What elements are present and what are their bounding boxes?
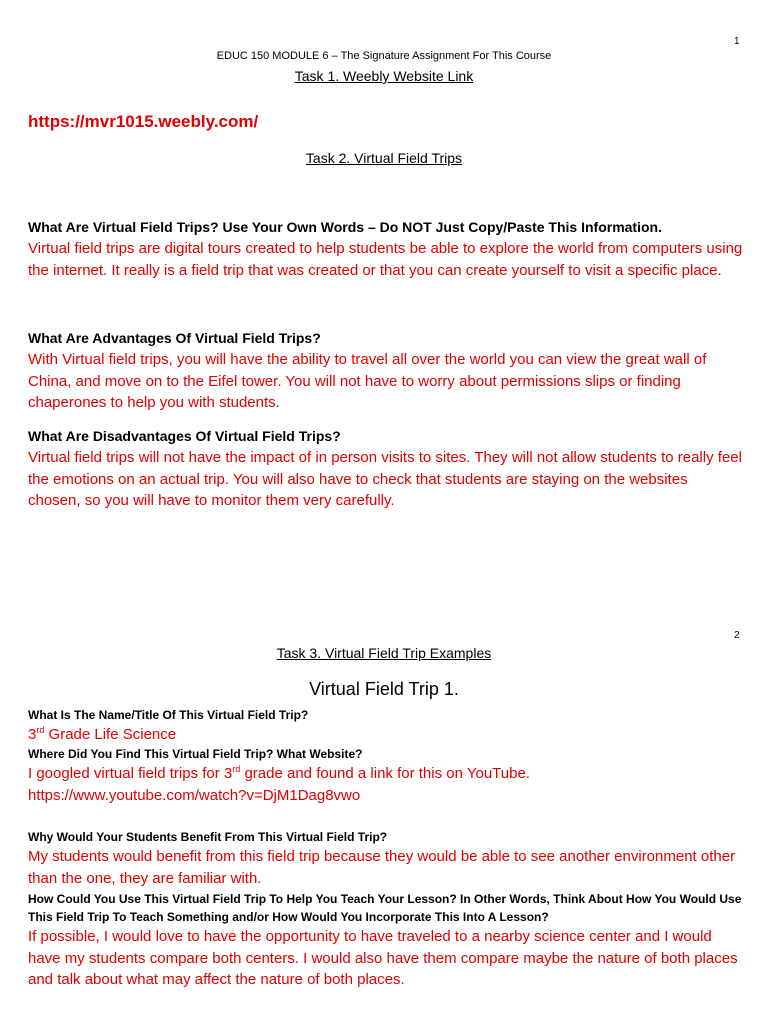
task3-title: Task 3. Virtual Field Trip Examples (276, 645, 492, 661)
question-definition: What Are Virtual Field Trips? Use Your Own Words – Do NOT Just Copy/Paste This Information. (28, 219, 662, 235)
answer-name: 3rd Grade Life Science (28, 725, 177, 743)
task2-title: Task 2. Virtual Field Trips (305, 150, 463, 166)
youtube-link[interactable]: https://www.youtube.com/watch?v=DjM1Dag8vwo (28, 786, 361, 804)
section-advantages (28, 328, 744, 414)
answer-disadvantages: Virtual field trips will not have the impact of in person visits to sites. They will not allow students to really feel the emotions on an actual trip. You will also have to check that students are staying on the websites chosen, so you will have to monitor them very carefully. (28, 449, 742, 509)
section-disadvantages (28, 426, 744, 512)
section-benefit (28, 828, 744, 889)
answer-lesson-use: If possible, I would love to have the opportunity to have traveled to a nearby science center and I would have my students compare both centers. I would also have them compare maybe the nature of both places and talk about what may affect the nature of both places. (28, 928, 738, 988)
section-name (28, 706, 744, 746)
answer-benefit: My students would benefit from this field trip because they would be able to see another environment other than the one, they are familiar with. (28, 848, 736, 887)
task1-title: Task 1. Weebly Website Link (294, 68, 474, 84)
question-benefit: Why Would Your Students Benefit From This Virtual Field Trip? (28, 830, 388, 844)
document-header: EDUC 150 MODULE 6 – The Signature Assignment For This Course (216, 50, 552, 62)
question-lesson-use: How Could You Use This Virtual Field Trip To Help You Teach Your Lesson? In Other Words, Think About How You Would Use This Field Trip To Teach Something and/or How Would You Incorporate This Into A Lesson? (28, 892, 742, 924)
virtual-field-trip-title: Virtual Field Trip 1. (309, 679, 459, 699)
question-name: What Is The Name/Title Of This Virtual Field Trip? (28, 708, 309, 722)
answer-definition: Virtual field trips are digital tours created to help students be able to explore the world from computers using the internet. It really is a field trip that was created or that you can create yourself to visit a specific place. (28, 240, 743, 279)
section-definition (28, 217, 744, 281)
question-disadvantages: What Are Disadvantages Of Virtual Field Trips? (28, 428, 341, 444)
page-number-2: 2 (734, 630, 740, 641)
section-where (28, 745, 744, 806)
section-lesson-use (28, 890, 744, 991)
answer-advantages: With Virtual field trips, you will have the ability to travel all over the world you can view the great wall of China, and move on to the Eifel tower. You will not have to worry about permissions slips or finding chaperones to help you with students. (28, 351, 707, 411)
question-where: Where Did You Find This Virtual Field Trip? What Website? (28, 747, 363, 761)
question-advantages: What Are Advantages Of Virtual Field Trips? (28, 330, 321, 346)
answer-where: I googled virtual field trips for 3rd grade and found a link for this on YouTube. (28, 764, 530, 782)
website-link[interactable]: https://mvr1015.weebly.com/ (28, 112, 259, 131)
page-number-1: 1 (734, 36, 740, 47)
